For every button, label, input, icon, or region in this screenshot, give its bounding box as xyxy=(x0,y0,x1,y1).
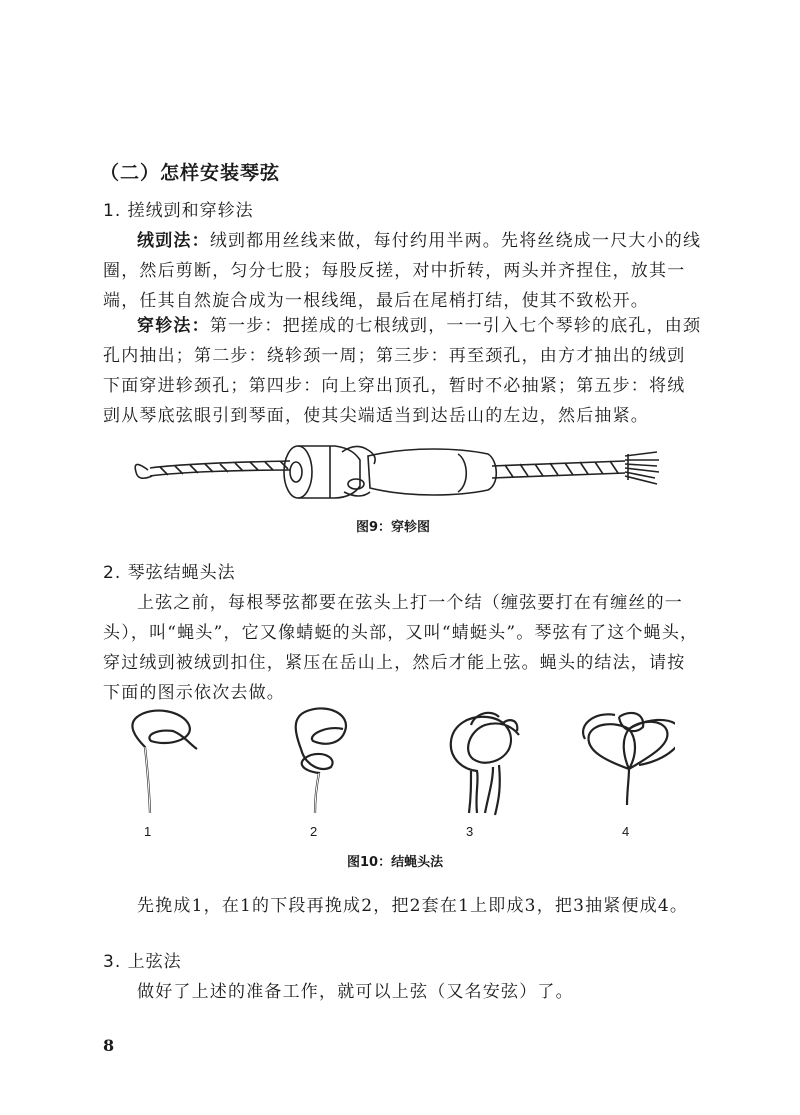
knot-step-1 xyxy=(132,711,197,813)
knot-label-4: 4 xyxy=(622,824,630,839)
step2-title: 2. 琴弦结蝇头法 xyxy=(103,563,236,583)
page-number: 8 xyxy=(103,1036,115,1055)
rope-right xyxy=(492,452,659,484)
rope-left xyxy=(135,461,290,478)
figure10-caption: 图10：结蝇头法 xyxy=(347,855,444,870)
step3-title: 3. 上弦法 xyxy=(103,952,182,972)
knot-step-3 xyxy=(451,713,519,815)
knot-label-1: 1 xyxy=(144,824,152,839)
paragraph-chuanzhen xyxy=(103,311,703,431)
figure-knot-steps xyxy=(115,695,675,825)
figure-tuning-peg xyxy=(120,440,670,515)
peg-body xyxy=(284,446,496,498)
knot-step-4 xyxy=(583,713,675,805)
knot-label-3: 3 xyxy=(466,824,474,839)
paragraph-shangxian: 做好了上述的准备工作，就可以上弦（又名安弦）了。 xyxy=(137,982,574,1002)
paragraph-label: 穿轸法： xyxy=(137,316,210,336)
section-heading: （二）怎样安装琴弦 xyxy=(100,162,281,184)
knot-step-2 xyxy=(296,708,346,813)
paragraph-rongdou xyxy=(103,226,703,316)
knot-label-2: 2 xyxy=(310,824,318,839)
figure9-caption: 图9：穿轸图 xyxy=(356,520,431,535)
paragraph-text: 第一步：把搓成的七根绒剅，一一引入七个琴轸的底孔，由颈孔内抽出；第二步：绕轸颈一周；第三步：再至颈孔，由方才抽出的绒剅下面穿进轸颈孔；第四步：向上穿出顶孔，暂时不必抽紧；第五步：将绒剅从琴底弦眼引到琴面，使其尖端适当到达岳山的左边，然后抽紧。 xyxy=(103,316,702,426)
paragraph-yingtou: 上弦之前，每根琴弦都要在弦头上打一个结（缠弦要打在有缠丝的一头），叫“蝇头”，它又像蜻蜓的头部，又叫“蜻蜓头”。琴弦有了这个蝇头，穿过绒剅被绒剅扣住，紧压在岳山上，然后才能上弦。蝇头的结法，请按下面的图示依次去做。 xyxy=(103,593,699,703)
paragraph-knot-steps: 先挽成1，在1的下段再挽成2，把2套在1上即成3，把3抽紧便成4。 xyxy=(137,896,689,916)
paragraph-label: 绒剅法： xyxy=(137,231,210,251)
paragraph-text: 绒剅都用丝线来做，每付约用半两。先将丝绕成一尺大小的线圈，然后剪断，匀分七股；每股反搓，对中折转，两头并齐捏住，放其一端，任其自然旋合成为一根线绳，最后在尾梢打结，使其不致松开。 xyxy=(103,231,702,311)
step1-title: 1. 搓绒剅和穿轸法 xyxy=(103,201,254,221)
